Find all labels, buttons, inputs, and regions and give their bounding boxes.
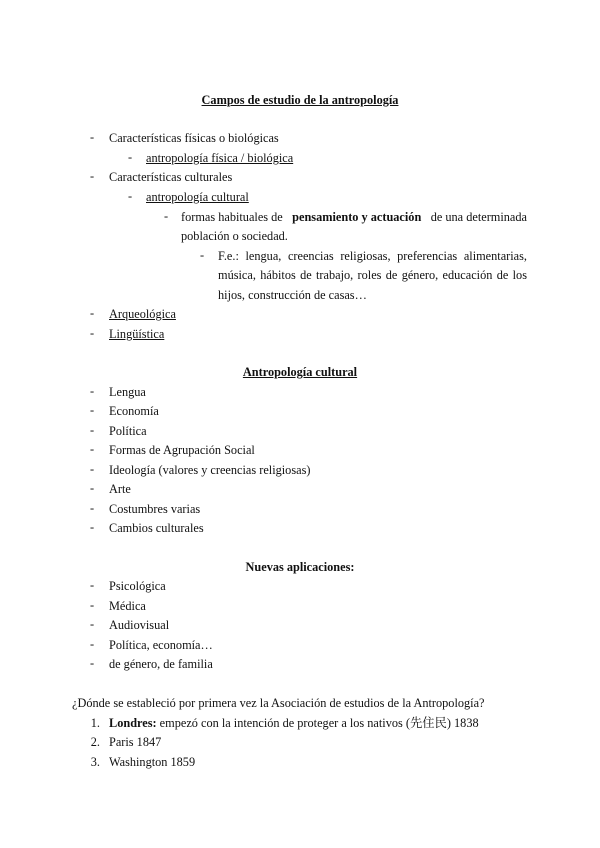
bullet-dash: - (90, 423, 95, 437)
list-item: antropología física / biológica (146, 151, 294, 165)
bullet-dash: - (90, 306, 95, 320)
list-item: F.e.: lengua, creencias religiosas, preferencias alimentarias, (218, 249, 527, 263)
list-item: Costumbres varias (109, 502, 201, 516)
bullet-dash: - (90, 501, 95, 515)
list-item: Formas de Agrupación Social (109, 443, 255, 457)
section-title-campos: Campos de estudio de la antropología (201, 93, 399, 107)
list-item: Psicológica (109, 579, 166, 593)
list-number: 3. (90, 755, 100, 769)
list-item: Arqueológica (109, 307, 176, 321)
answer-item (109, 734, 161, 750)
list-item: Médica (109, 599, 146, 613)
section-title-antropologia-cultural: Antropología cultural (242, 365, 358, 379)
text-segment: de una determinada (430, 210, 527, 224)
bullet-dash: - (200, 248, 205, 262)
bullet-dash: - (90, 442, 95, 456)
list-item: Economía (109, 404, 159, 418)
bullet-dash: - (164, 209, 169, 223)
list-item: Lengua (109, 385, 146, 399)
list-item: Arte (109, 482, 131, 496)
list-item: de género, de familia (109, 657, 213, 671)
bullet-dash: - (90, 169, 95, 183)
list-item: Audiovisual (109, 618, 170, 632)
bullet-dash: - (90, 617, 95, 631)
answer-text: empezó con la intención de proteger a los nativos (先住民) 1838 (156, 716, 479, 730)
bullet-dash: - (128, 150, 133, 164)
answer-item (109, 754, 195, 770)
bullet-dash: - (90, 326, 95, 340)
answer-bold: Londres: (109, 716, 157, 730)
bullet-dash: - (90, 462, 95, 476)
list-item-continuation: hijos, construcción de casas… (218, 288, 367, 302)
text-segment: formas habituales de (181, 210, 283, 224)
list-number: 2. (90, 735, 100, 749)
list-item-continuation: música, hábitos de trabajo, roles de género, educación de los (218, 268, 527, 282)
list-item: Características físicas o biológicas (109, 131, 279, 145)
answer-text: Washington 1859 (109, 755, 196, 769)
bullet-dash: - (90, 384, 95, 398)
answer-text: Paris 1847 (109, 735, 162, 749)
list-item-continuation: población o sociedad. (181, 229, 288, 243)
bullet-dash: - (90, 598, 95, 612)
bullet-dash: - (90, 656, 95, 670)
list-item: Lingüística (109, 327, 165, 341)
answer-item (109, 715, 479, 731)
bullet-dash: - (90, 578, 95, 592)
list-item: antropología cultural (146, 190, 249, 204)
list-item: Política (109, 424, 147, 438)
bullet-dash: - (90, 130, 95, 144)
section-title-nuevas-aplicaciones: Nuevas aplicaciones: (245, 560, 355, 574)
bullet-dash: - (90, 637, 95, 651)
list-item: Política, economía… (109, 638, 213, 652)
question-text: ¿Dónde se estableció por primera vez la Asociación de estudios de la Antropología? (72, 696, 485, 710)
bullet-dash: - (90, 403, 95, 417)
list-item (181, 209, 527, 225)
bullet-dash: - (90, 520, 95, 534)
bullet-dash: - (128, 189, 133, 203)
text-segment-bold: pensamiento y actuación (292, 210, 422, 224)
list-item: Ideología (valores y creencias religiosas) (109, 463, 311, 477)
list-number: 1. (90, 716, 100, 730)
list-item: Características culturales (109, 170, 233, 184)
list-item: Cambios culturales (109, 521, 204, 535)
bullet-dash: - (90, 481, 95, 495)
